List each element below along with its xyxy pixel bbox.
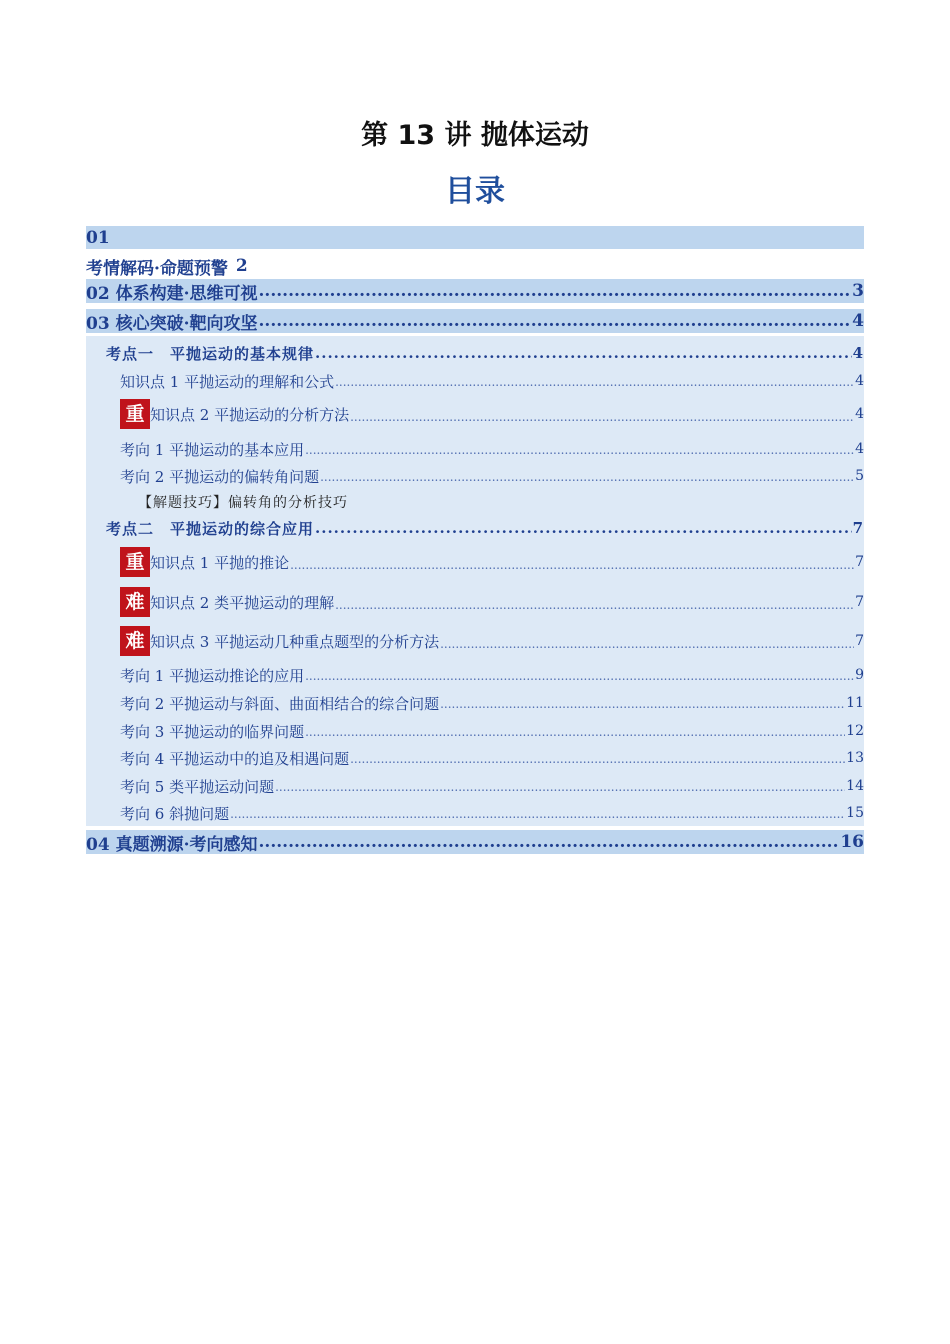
toc-kaodian-1-label: 考点一 平抛运动的基本规律 xyxy=(106,344,315,363)
toc-section-01[interactable] xyxy=(86,254,864,278)
key-point-badge: 重 xyxy=(120,547,150,577)
toc-k1-zhishidian-2[interactable] xyxy=(86,396,864,432)
toc-section-04[interactable] xyxy=(86,830,864,854)
toc-k2-zhishidian-3[interactable] xyxy=(86,623,864,659)
toc-item-page: 5 xyxy=(855,468,864,484)
toc-item-label: 知识点 2 类平抛运动的理解 xyxy=(150,593,335,612)
toc-item-page: 11 xyxy=(846,695,864,711)
toc-item-label: 考向 2 平抛运动与斜面、曲面相结合的综合问题 xyxy=(120,694,440,713)
toc-k1-tip[interactable] xyxy=(86,491,864,513)
toc-kaodian-2-label: 考点二 平抛运动的综合应用 xyxy=(106,519,315,538)
toc-item-label: 考向 4 平抛运动中的追及相遇问题 xyxy=(120,749,350,768)
toc-item-page: 4 xyxy=(855,441,864,457)
toc-item-page: 9 xyxy=(855,667,864,683)
toc-leader-dots xyxy=(275,781,845,799)
toc-section-02-label: 02 体系构建·思维可视 xyxy=(86,283,258,303)
toc-leader-dots xyxy=(305,444,854,462)
toc-item-label: 知识点 1 平抛的推论 xyxy=(150,553,290,572)
toc-section-04-page: 16 xyxy=(840,832,864,852)
toc-item-page: 12 xyxy=(846,723,864,739)
toc-leader-dots xyxy=(350,411,854,432)
toc-item-label: 考向 3 平抛运动的临界问题 xyxy=(120,722,305,741)
key-point-badge: 重 xyxy=(120,399,150,429)
toc-item-page: 14 xyxy=(846,778,864,794)
toc-item-page: 4 xyxy=(855,373,864,389)
toc-heading: 目录 xyxy=(445,174,505,209)
toc-section-02[interactable] xyxy=(86,279,864,303)
toc-k2-kaoxiang-1[interactable] xyxy=(86,662,864,688)
toc-leader-dots xyxy=(350,753,845,771)
toc-item-label: 考向 2 平抛运动的偏转角问题 xyxy=(120,467,320,486)
toc-section-01-page: 2 xyxy=(235,256,248,276)
toc-leader-dots xyxy=(335,599,854,620)
page-title: 第 13 讲 抛体运动 xyxy=(361,120,589,151)
toc-kaodian-1-page: 4 xyxy=(852,344,864,362)
toc-section-03[interactable] xyxy=(86,309,864,333)
toc-section-04-label: 04 真题溯源·考向感知 xyxy=(86,834,258,854)
toc-kaodian-2[interactable] xyxy=(86,515,864,541)
toc-item-page: 4 xyxy=(855,406,864,422)
toc-leader-dots xyxy=(440,698,845,716)
toc-item-page: 15 xyxy=(846,805,864,821)
toc-k2-zhishidian-2[interactable] xyxy=(86,584,864,620)
toc-item-page: 13 xyxy=(846,750,864,766)
toc-leader-dots xyxy=(230,808,845,826)
toc-k1-zhishidian-1[interactable] xyxy=(86,368,864,394)
toc-leader-dots xyxy=(305,726,845,744)
toc-leader-dots xyxy=(315,346,852,366)
toc-k2-zhishidian-1[interactable] xyxy=(86,544,864,580)
toc-leader-dots xyxy=(259,313,852,333)
toc-item-page: 7 xyxy=(855,554,864,570)
toc-item-label: 考向 1 平抛运动的基本应用 xyxy=(120,440,305,459)
toc-leader-dots xyxy=(320,471,854,489)
toc-section-01-number-line[interactable] xyxy=(86,226,864,249)
toc-tip-label: 【解题技巧】偏转角的分析技巧 xyxy=(138,495,348,511)
toc-item-label: 考向 5 类平抛运动问题 xyxy=(120,777,275,796)
toc-k2-kaoxiang-5[interactable] xyxy=(86,773,864,799)
toc-k2-kaoxiang-4[interactable] xyxy=(86,745,864,771)
toc-section-01-number: 01 xyxy=(86,227,110,248)
toc-kaodian-2-page: 7 xyxy=(852,519,864,537)
toc-item-page: 7 xyxy=(855,633,864,649)
toc-item-label: 知识点 2 平抛运动的分析方法 xyxy=(150,405,350,424)
toc-leader-dots xyxy=(440,638,854,659)
toc-section-03-label: 03 核心突破·靶向攻坚 xyxy=(86,313,258,333)
toc-item-label: 知识点 3 平抛运动几种重点题型的分析方法 xyxy=(150,632,440,651)
toc-leader-dots xyxy=(290,559,854,580)
toc-k2-kaoxiang-2[interactable] xyxy=(86,690,864,716)
toc-item-label: 知识点 1 平抛运动的理解和公式 xyxy=(120,372,335,391)
toc-kaodian-1[interactable] xyxy=(86,340,864,366)
toc-k1-kaoxiang-2[interactable] xyxy=(86,463,864,489)
toc-leader-dots xyxy=(315,521,852,541)
toc-section-01-label: 考情解码·命题预警 xyxy=(86,258,228,278)
toc-section-03-page: 4 xyxy=(852,311,864,331)
toc-k2-kaoxiang-3[interactable] xyxy=(86,718,864,744)
toc-item-page: 7 xyxy=(855,594,864,610)
toc-item-label: 考向 6 斜抛问题 xyxy=(120,804,230,823)
difficult-point-badge: 难 xyxy=(120,626,150,656)
toc-k2-kaoxiang-6[interactable] xyxy=(86,800,864,826)
toc-item-label: 考向 1 平抛运动推论的应用 xyxy=(120,666,305,685)
toc-leader-dots xyxy=(259,834,840,854)
toc-leader-dots xyxy=(305,670,854,688)
toc-leader-dots xyxy=(335,376,854,394)
toc-section-02-page: 3 xyxy=(852,281,864,301)
toc-leader-dots xyxy=(259,283,852,303)
toc-k1-kaoxiang-1[interactable] xyxy=(86,436,864,462)
difficult-point-badge: 难 xyxy=(120,587,150,617)
